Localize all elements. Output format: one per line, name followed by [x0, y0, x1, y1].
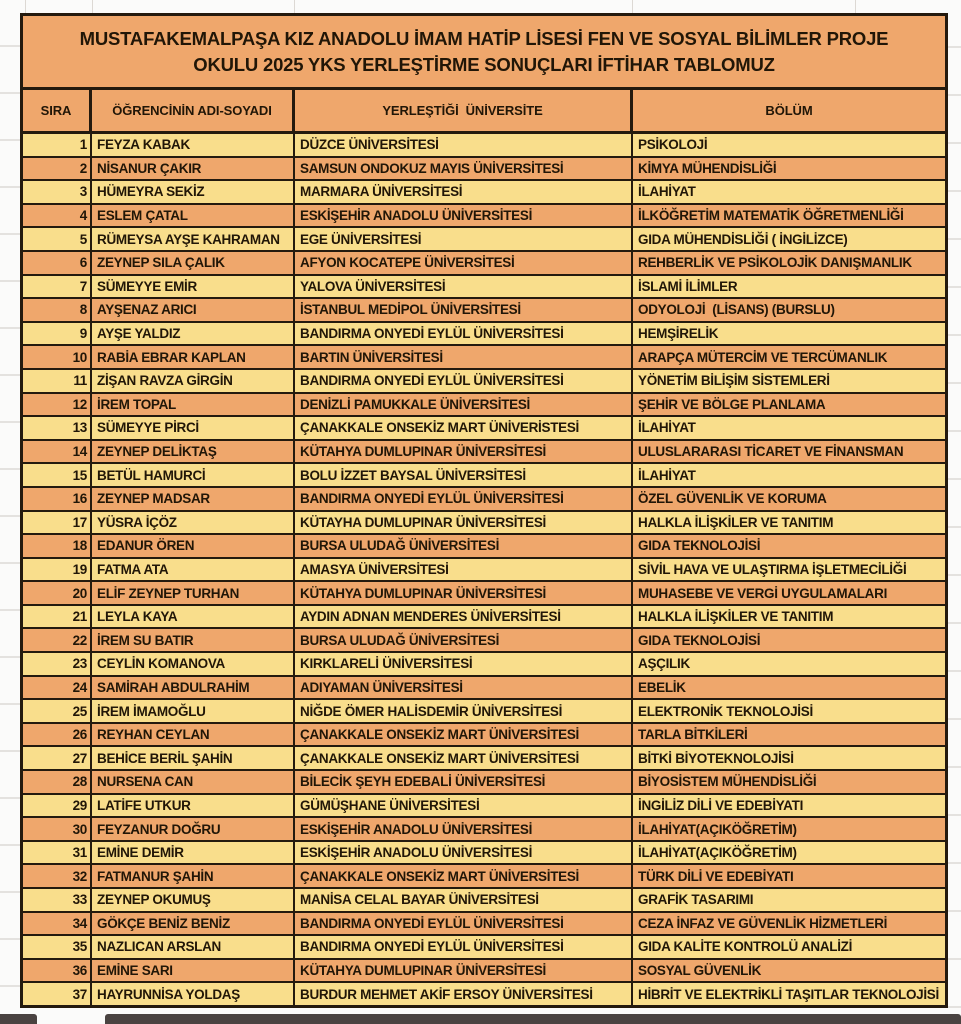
university-cell: GÜMÜŞHANE ÜNİVERSİTESİ — [295, 795, 633, 817]
sheet-gridline-tick — [855, 0, 856, 13]
student-name-cell: ELİF ZEYNEP TURHAN — [92, 582, 295, 604]
student-name-cell: EDANUR ÖREN — [92, 535, 295, 557]
department-cell: İLAHİYAT(AÇIKÖĞRETİM) — [638, 845, 797, 861]
row-number-cell: 2 — [23, 158, 92, 180]
student-name-cell: ESLEM ÇATAL — [92, 205, 295, 227]
university-cell: BANDIRMA ONYEDİ EYLÜL ÜNİVERSİTESİ — [295, 323, 633, 345]
row-number-cell: 23 — [23, 653, 92, 675]
row-number-cell: 11 — [23, 370, 92, 392]
university-cell: ÇANAKKALE ONSEKİZ MART ÜNİVERSİTESİ — [295, 724, 633, 746]
row-number-cell: 4 — [23, 205, 92, 227]
university-cell: MARMARA ÜNİVERSİTESİ — [295, 181, 633, 203]
row-number-cell: 31 — [23, 842, 92, 864]
sheet-gridline-tick — [632, 0, 633, 13]
department-cell: GRAFİK TASARIMI — [638, 892, 754, 908]
department-cell: REHBERLİK VE PSİKOLOJİK DANIŞMANLIK — [638, 255, 912, 271]
table-row — [23, 205, 945, 229]
row-number-cell: 37 — [23, 983, 92, 1005]
department-cell: GIDA TEKNOLOJİSİ — [638, 632, 761, 648]
bottom-edge-bar-main — [105, 1014, 961, 1024]
department-cell: İLAHİYAT — [638, 184, 696, 200]
student-name-cell: HÜMEYRA SEKİZ — [92, 181, 295, 203]
row-number-cell: 14 — [23, 441, 92, 463]
student-name-cell: REYHAN CEYLAN — [92, 724, 295, 746]
student-name-cell: SÜMEYYE EMİR — [92, 276, 295, 298]
table-row — [23, 629, 945, 653]
student-name-cell: FEYZANUR DOĞRU — [92, 818, 295, 840]
department-cell: İLKÖĞRETİM MATEMATİK ÖĞRETMENLİĞİ — [638, 208, 904, 224]
table-row — [23, 913, 945, 937]
department-cell: GIDA KALİTE KONTROLÜ ANALİZİ — [638, 939, 853, 955]
student-name-cell: ZEYNEP SILA ÇALIK — [92, 252, 295, 274]
department-cell: TÜRK DİLİ VE EDEBİYATI — [638, 868, 794, 884]
student-name-cell: EMİNE SARI — [92, 960, 295, 982]
department-cell: MUHASEBE VE VERGİ UYGULAMALARI — [638, 585, 888, 601]
university-cell: AMASYA ÜNİVERSİTESİ — [295, 559, 633, 581]
table-row — [23, 865, 945, 889]
row-number-cell: 34 — [23, 913, 92, 935]
student-name-cell: BETÜL HAMURCİ — [92, 464, 295, 486]
university-cell: BOLU İZZET BAYSAL ÜNİVERSİTESİ — [295, 464, 633, 486]
table-row — [23, 795, 945, 819]
department-cell: PSİKOLOJİ — [638, 137, 708, 153]
sheet-gridline-tick — [92, 0, 93, 13]
row-number-cell: 33 — [23, 889, 92, 911]
university-cell: KÜTAHYA DUMLUPINAR ÜNİVERSİTESİ — [295, 582, 633, 604]
table-row — [23, 936, 945, 960]
department-cell: HALKLA İLİŞKİLER VE TANITIM — [638, 609, 834, 625]
university-cell: BANDIRMA ONYEDİ EYLÜL ÜNİVERSİTESİ — [295, 488, 633, 510]
row-number-cell: 9 — [23, 323, 92, 345]
university-cell: ÇANAKKALE ONSEKİZ MART ÜNİVERİSTESİ — [295, 417, 633, 439]
row-number-cell: 8 — [23, 299, 92, 321]
university-cell: DÜZCE ÜNİVERSİTESİ — [295, 134, 633, 156]
row-number-cell: 3 — [23, 181, 92, 203]
table-row — [23, 488, 945, 512]
table-row — [23, 346, 945, 370]
university-cell: ESKİŞEHİR ANADOLU ÜNİVERSİTESİ — [295, 818, 633, 840]
department-cell: HALKLA İLİŞKİLER VE TANITIM — [638, 514, 834, 530]
department-cell: ULUSLARARASI TİCARET VE FİNANSMAN — [638, 444, 904, 460]
header-sira: SIRA — [23, 90, 92, 131]
student-name-cell: ZİŞAN RAVZA GİRGİN — [92, 370, 295, 392]
university-cell: BURDUR MEHMET AKİF ERSOY ÜNİVERSİTESİ — [295, 983, 633, 1005]
bottom-edge-bar-left — [0, 1014, 37, 1024]
table-row — [23, 653, 945, 677]
department-cell: GIDA TEKNOLOJİSİ — [638, 538, 761, 554]
sheet-gridlines-left — [0, 0, 20, 1008]
table-row — [23, 394, 945, 418]
row-number-cell: 1 — [23, 134, 92, 156]
student-name-cell: İREM SU BATIR — [92, 629, 295, 651]
table-row — [23, 889, 945, 913]
student-name-cell: ZEYNEP OKUMUŞ — [92, 889, 295, 911]
university-cell: AFYON KOCATEPE ÜNİVERSİTESİ — [295, 252, 633, 274]
header-student-name: ÖĞRENCİNİN ADI-SOYADI — [92, 90, 295, 131]
table-row — [23, 417, 945, 441]
table-body — [23, 134, 945, 1005]
sheet-gridlines-right — [948, 0, 961, 1008]
row-number-cell: 6 — [23, 252, 92, 274]
row-number-cell: 10 — [23, 346, 92, 368]
department-cell: SİVİL HAVA VE ULAŞTIRMA İŞLETMECİLİĞİ — [638, 561, 907, 577]
university-cell: MANİSA CELAL BAYAR ÜNİVERSİTESİ — [295, 889, 633, 911]
university-cell: BANDIRMA ONYEDİ EYLÜL ÜNİVERSİTESİ — [295, 370, 633, 392]
sheet-gridline-tick — [25, 0, 26, 13]
department-cell: BİTKİ BİYOTEKNOLOJİSİ — [638, 750, 794, 766]
row-number-cell: 20 — [23, 582, 92, 604]
student-name-cell: NURSENA CAN — [92, 771, 295, 793]
student-name-cell: İREM İMAMOĞLU — [92, 700, 295, 722]
placement-results-table — [20, 13, 948, 1008]
department-cell: TARLA BİTKİLERİ — [638, 727, 748, 743]
row-number-cell: 19 — [23, 559, 92, 581]
header-university: YERLEŞTİĞİ ÜNİVERSİTE — [295, 90, 633, 131]
header-department: BÖLÜM — [765, 103, 813, 118]
table-row — [23, 464, 945, 488]
row-number-cell: 12 — [23, 394, 92, 416]
table-row — [23, 535, 945, 559]
row-number-cell: 15 — [23, 464, 92, 486]
university-cell: KIRKLARELİ ÜNİVERSİTESİ — [295, 653, 633, 675]
row-number-cell: 24 — [23, 677, 92, 699]
student-name-cell: FATMA ATA — [92, 559, 295, 581]
university-cell: BANDIRMA ONYEDİ EYLÜL ÜNİVERSİTESİ — [295, 936, 633, 958]
university-cell: EGE ÜNİVERSİTESİ — [295, 228, 633, 250]
table-header-row — [23, 90, 945, 134]
table-row — [23, 983, 945, 1005]
table-row — [23, 700, 945, 724]
student-name-cell: SÜMEYYE PİRCİ — [92, 417, 295, 439]
table-row — [23, 252, 945, 276]
university-cell: ESKİŞEHİR ANADOLU ÜNİVERSİTESİ — [295, 205, 633, 227]
row-number-cell: 21 — [23, 606, 92, 628]
department-cell: EBELİK — [638, 679, 686, 695]
department-cell: YÖNETİM BİLİŞİM SİSTEMLERİ — [638, 373, 830, 389]
table-row — [23, 559, 945, 583]
student-name-cell: ZEYNEP DELİKTAŞ — [92, 441, 295, 463]
department-cell: HEMŞİRELİK — [638, 326, 719, 342]
student-name-cell: FATMANUR ŞAHİN — [92, 865, 295, 887]
table-row — [23, 276, 945, 300]
student-name-cell: CEYLİN KOMANOVA — [92, 653, 295, 675]
student-name-cell: HAYRUNNİSA YOLDAŞ — [92, 983, 295, 1005]
row-number-cell: 28 — [23, 771, 92, 793]
table-row — [23, 842, 945, 866]
table-row — [23, 582, 945, 606]
university-cell: BARTIN ÜNİVERSİTESİ — [295, 346, 633, 368]
university-cell: YALOVA ÜNİVERSİTESİ — [295, 276, 633, 298]
student-name-cell: GÖKÇE BENİZ BENİZ — [92, 913, 295, 935]
student-name-cell: RABİA EBRAR KAPLAN — [92, 346, 295, 368]
department-cell: İSLAMİ İLİMLER — [638, 278, 738, 294]
student-name-cell: AYŞENAZ ARICI — [92, 299, 295, 321]
row-number-cell: 25 — [23, 700, 92, 722]
student-name-cell: AYŞE YALDIZ — [92, 323, 295, 345]
row-number-cell: 27 — [23, 747, 92, 769]
department-cell: İLAHİYAT — [638, 467, 696, 483]
university-cell: SAMSUN ONDOKUZ MAYIS ÜNİVERSİTESİ — [295, 158, 633, 180]
university-cell: ADIYAMAN ÜNİVERSİTESİ — [295, 677, 633, 699]
department-cell: ÖZEL GÜVENLİK VE KORUMA — [638, 491, 827, 507]
student-name-cell: YÜSRA İÇÖZ — [92, 512, 295, 534]
university-cell: ÇANAKKALE ONSEKİZ MART ÜNİVERSİTESİ — [295, 747, 633, 769]
row-number-cell: 13 — [23, 417, 92, 439]
department-cell: SOSYAL GÜVENLİK — [638, 963, 762, 979]
university-cell: KÜTAHYA DUMLUPINAR ÜNİVERSİTESİ — [295, 441, 633, 463]
department-cell: ŞEHİR VE BÖLGE PLANLAMA — [638, 396, 826, 412]
row-number-cell: 16 — [23, 488, 92, 510]
university-cell: ESKİŞEHİR ANADOLU ÜNİVERSİTESİ — [295, 842, 633, 864]
table-title-line1: MUSTAFAKEMALPAŞA KIZ ANADOLU İMAM HATİP LİSESİ FEN VE SOSYAL BİLİMLER PROJE — [79, 27, 889, 49]
row-number-cell: 22 — [23, 629, 92, 651]
department-cell: CEZA İNFAZ VE GÜVENLİK HİZMETLERİ — [638, 915, 888, 931]
table-row — [23, 512, 945, 536]
university-cell: DENİZLİ PAMUKKALE ÜNİVERSİTESİ — [295, 394, 633, 416]
department-cell: İLAHİYAT(AÇIKÖĞRETİM) — [638, 821, 797, 837]
table-row — [23, 960, 945, 984]
table-row — [23, 299, 945, 323]
department-cell: AŞÇILIK — [638, 656, 690, 672]
department-cell: ARAPÇA MÜTERCİM VE TERCÜMANLIK — [638, 349, 888, 365]
department-cell: BİYOSİSTEM MÜHENDİSLİĞİ — [638, 774, 817, 790]
department-cell: ODYOLOJİ (LİSANS) (BURSLU) — [638, 302, 835, 318]
student-name-cell: FEYZA KABAK — [92, 134, 295, 156]
student-name-cell: EMİNE DEMİR — [92, 842, 295, 864]
table-row — [23, 134, 945, 158]
sheet-gridline-tick — [294, 0, 295, 13]
table-row — [23, 158, 945, 182]
table-row — [23, 724, 945, 748]
university-cell: BURSA ULUDAĞ ÜNİVERSİTESİ — [295, 535, 633, 557]
student-name-cell: NİSANUR ÇAKIR — [92, 158, 295, 180]
department-cell: GIDA MÜHENDİSLİĞİ ( İNGİLİZCE) — [638, 231, 848, 247]
table-row — [23, 677, 945, 701]
university-cell: BURSA ULUDAĞ ÜNİVERSİTESİ — [295, 629, 633, 651]
row-number-cell: 5 — [23, 228, 92, 250]
university-cell: ÇANAKKALE ONSEKİZ MART ÜNİVERSİTESİ — [295, 865, 633, 887]
table-row — [23, 747, 945, 771]
table-row — [23, 606, 945, 630]
row-number-cell: 26 — [23, 724, 92, 746]
university-cell: KÜTAYHA DUMLUPINAR ÜNİVERSİTESİ — [295, 512, 633, 534]
university-cell: BANDIRMA ONYEDİ EYLÜL ÜNİVERSİTESİ — [295, 913, 633, 935]
student-name-cell: NAZLICAN ARSLAN — [92, 936, 295, 958]
table-title-line2: OKULU 2025 YKS YERLEŞTİRME SONUÇLARI İFTİHAR TABLOMUZ — [193, 53, 775, 75]
row-number-cell: 7 — [23, 276, 92, 298]
student-name-cell: BEHİCE BERİL ŞAHİN — [92, 747, 295, 769]
table-row — [23, 771, 945, 795]
table-row — [23, 818, 945, 842]
row-number-cell: 32 — [23, 865, 92, 887]
department-cell: KİMYA MÜHENDİSLİĞİ — [638, 160, 777, 176]
university-cell: KÜTAHYA DUMLUPINAR ÜNİVERSİTESİ — [295, 960, 633, 982]
row-number-cell: 30 — [23, 818, 92, 840]
university-cell: NİĞDE ÖMER HALİSDEMİR ÜNİVERSİTESİ — [295, 700, 633, 722]
table-row — [23, 370, 945, 394]
department-cell: İNGİLİZ DİLİ VE EDEBİYATI — [638, 797, 804, 813]
university-cell: İSTANBUL MEDİPOL ÜNİVERSİTESİ — [295, 299, 633, 321]
department-cell: HİBRİT VE ELEKTRİKLİ TAŞITLAR TEKNOLOJİSİ — [638, 986, 939, 1002]
row-number-cell: 17 — [23, 512, 92, 534]
student-name-cell: SAMİRAH ABDULRAHİM — [92, 677, 295, 699]
student-name-cell: İREM TOPAL — [92, 394, 295, 416]
university-cell: BİLECİK ŞEYH EDEBALİ ÜNİVERSİTESİ — [295, 771, 633, 793]
row-number-cell: 29 — [23, 795, 92, 817]
row-number-cell: 18 — [23, 535, 92, 557]
department-cell: İLAHİYAT — [638, 420, 696, 436]
student-name-cell: RÜMEYSA AYŞE KAHRAMAN — [92, 228, 295, 250]
table-row — [23, 228, 945, 252]
row-number-cell: 36 — [23, 960, 92, 982]
table-row — [23, 181, 945, 205]
department-cell: ELEKTRONİK TEKNOLOJİSİ — [638, 703, 813, 719]
table-row — [23, 323, 945, 347]
table-title — [23, 16, 945, 90]
university-cell: AYDIN ADNAN MENDERES ÜNİVERSİTESİ — [295, 606, 633, 628]
student-name-cell: ZEYNEP MADSAR — [92, 488, 295, 510]
row-number-cell: 35 — [23, 936, 92, 958]
table-row — [23, 441, 945, 465]
student-name-cell: LATİFE UTKUR — [92, 795, 295, 817]
student-name-cell: LEYLA KAYA — [92, 606, 295, 628]
